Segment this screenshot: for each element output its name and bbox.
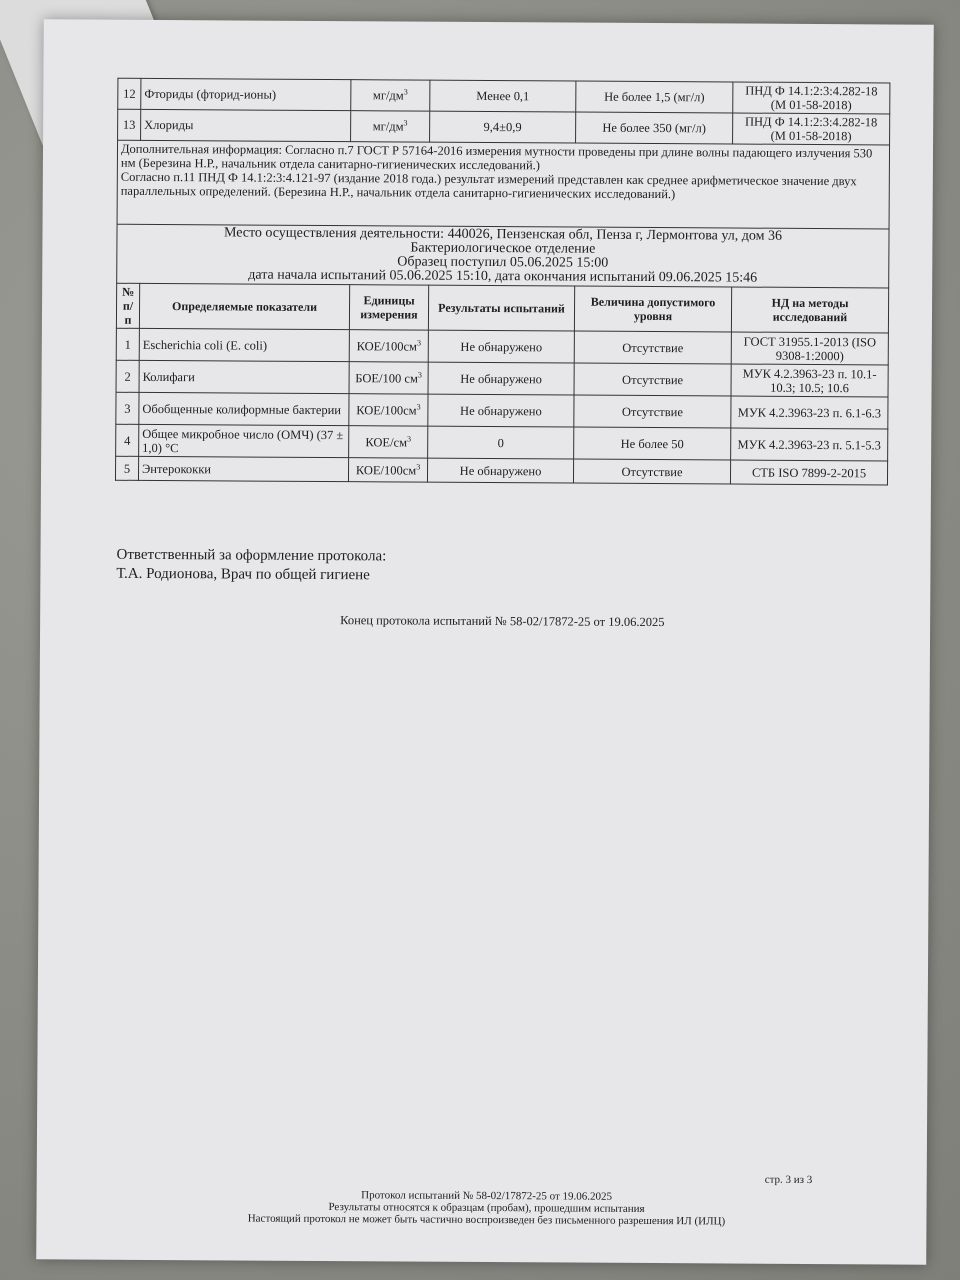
indicator-name: Хлориды [141,109,351,141]
chemistry-results-table [115,78,890,486]
test-dates: дата начала испытаний 05.06.2025 15:10, дата окончания испытаний 09.06.2025 15:46 [248,267,758,286]
norm-cell: Отсутствие [574,395,731,428]
footer-results-note: Результаты относятся к образцам (пробам), прошедшим испытания [328,1201,645,1215]
place-address: Место осуществления деятельности: 440026, Пензенская обл, Пенза г, Лермонтова ул, дом 36 [223,225,783,244]
result-cell: Менее 0,1 [430,80,576,112]
additional-info [117,140,889,229]
place-block [117,224,889,288]
footer-protocol: Протокол испытаний № 58-02/17872-25 от 19.06.2025 [361,1189,613,1203]
indicator-name: Общее микробное число (ОМЧ) (37 ± 1,0) °С [139,424,349,457]
table-row [116,392,888,429]
additional-info-text-2: Согласно п.11 ПНД Ф 14.1:2:3:4.121-97 (издание 2018 года.) результат измерений представлен как среднее арифметическое значение двух параллельных определений. (Березина Н.Р., начальник отдела санитарно-гигиенических исследований.) [120,169,857,202]
unit-cell: КОЕ/$100см^3$ [349,330,428,362]
method-cell: МУК 4.2.3963-23 п. 6.1-6.3 [731,396,888,429]
result-cell: Не обнаружено [428,394,574,427]
responsible-title: Ответственный за оформление протокола: [116,546,387,565]
indicator-name: Обобщенные колиформные бактерии [139,392,349,425]
norm-cell: Отсутствие [573,459,730,484]
unit-cell: $мг/дм^3$ [351,111,430,142]
additional-info-row [117,140,889,229]
norm-cell: Отсутствие [574,331,731,364]
header-permissible: Величина допустимого уровня [574,286,731,332]
unit-cell: $мг/дм^3$ [351,80,430,111]
footer-copy-note: Настоящий протокол не может быть частично воспроизведен без письменного разрешения ИЛ (ИЛЦ) [247,1212,726,1228]
method-cell: ПНД Ф 14.1:2:3:4.282-18 (М 01-58-2018) [733,82,890,114]
table-row [118,109,890,145]
header-units: Единицы измерения [349,285,428,330]
table-row [116,424,888,461]
result-cell: Не обнаружено [428,330,574,363]
row-number: 12 [118,78,141,109]
norm-cell: Отсутствие [574,363,731,396]
norm-cell: Не более 350 (мг/л) [576,112,733,144]
row-number: 5 [115,456,138,480]
responsible-person: Т.А. Родионова, Врач по общей гигиене [116,565,370,584]
result-cell: Не обнаружено [427,458,573,483]
unit-cell: КОЕ/$см^3$ [349,426,428,458]
responsible-block [116,546,386,586]
department: Бактериологическое отделение [410,240,596,257]
unit-cell: КОЕ/$100см^3$ [348,458,427,482]
row-number: 4 [116,424,139,456]
header-num: № п/п [116,283,139,328]
indicator-name: Escherichia coli (E. coli) [139,328,349,361]
table-row [118,78,890,114]
row-number: 13 [118,109,141,140]
page-number: стр. 3 из 3 [764,1173,813,1187]
row-number: 2 [116,360,139,392]
row-number: 3 [116,392,139,424]
page-footer [186,1188,786,1228]
result-cell: 9,4±0,9 [430,111,576,143]
unit-cell: БОЕ/100 $см^3$ [349,362,428,394]
norm-cell: Не более 1,5 (мг/л) [576,81,733,113]
additional-info-text-1: Дополнительная информация: Согласно п.7 ГОСТ Р 57164-2016 измерения мутности проведены при длине волны падающего излучения 530 нм (Березина Н.Р., начальник отдела санитарно-гигиенических исследований.) [120,141,873,173]
row-number: 1 [116,328,139,360]
result-cell: 0 [428,426,574,459]
indicator-name: Фториды (фторид-ионы) [141,78,351,110]
method-cell: МУК 4.2.3963-23 п. 5.1-5.3 [731,428,888,461]
header-results: Результаты испытаний [428,285,574,331]
indicator-name: Колифаги [139,360,349,393]
protocol-end-text: Конец протокола испытаний № 58-02/17872-25 от 19.06.2025 [340,613,665,630]
table-row [116,360,888,397]
method-cell: ПНД Ф 14.1:2:3:4.282-18 (М 01-58-2018) [733,113,890,145]
place-row [117,224,889,288]
header-methods: НД на методы исследований [731,287,888,333]
method-cell: СТБ ISO 7899-2-2015 [730,460,887,485]
result-cell: Не обнаружено [428,362,574,395]
table-row [115,456,887,485]
header-indicator: Определяемые показатели [139,283,349,329]
indicator-name: Энтерококки [138,456,348,481]
unit-cell: КОЕ/$100см^3$ [349,394,428,426]
method-cell: ГОСТ 31955.1-2013 (ISO 9308-1:2000) [731,332,888,365]
sample-received: Образец поступил 05.06.2025 15:00 [397,254,609,271]
table-row [116,328,888,365]
norm-cell: Не более 50 [574,427,731,460]
method-cell: МУК 4.2.3963-23 п. 10.1-10.3; 10.5; 10.6 [731,364,888,397]
header-row [116,283,888,333]
document-page [36,19,934,1264]
